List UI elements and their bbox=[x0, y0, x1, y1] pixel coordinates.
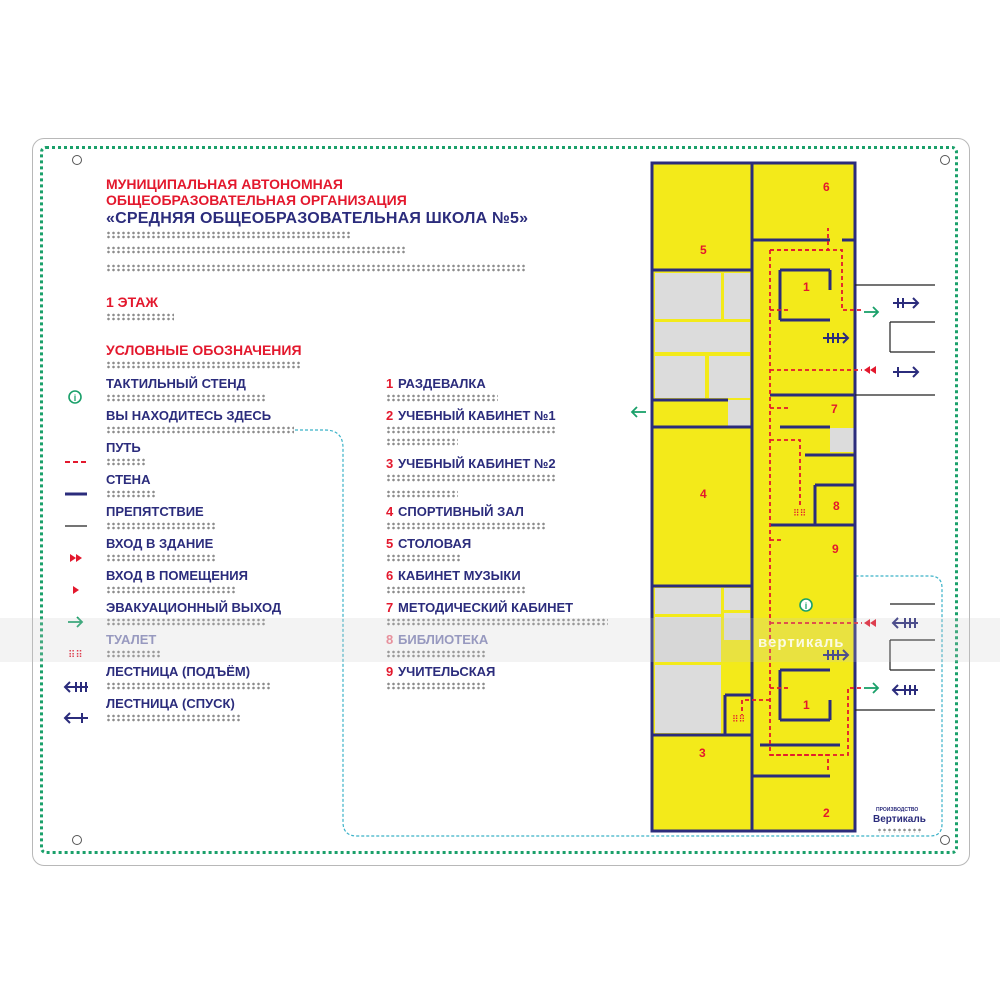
legend-label: СТЕНА bbox=[106, 472, 151, 487]
watermark-text: вертикаль bbox=[758, 634, 845, 651]
room-name: СТОЛОВАЯ bbox=[398, 536, 472, 551]
svg-text:⠿⠿: ⠿⠿ bbox=[68, 650, 83, 661]
svg-text:i: i bbox=[804, 601, 808, 611]
room-number: 5 bbox=[386, 536, 394, 551]
room-number: 6 bbox=[386, 568, 394, 583]
legend-label: ВХОД В ПОМЕЩЕНИЯ bbox=[106, 568, 248, 583]
plan-room-number: 7 bbox=[831, 402, 838, 416]
building-entrance-icon bbox=[864, 366, 876, 627]
svg-text:⠿⠿: ⠿⠿ bbox=[732, 714, 746, 724]
legend-label: ПРЕПЯТСТВИЕ bbox=[106, 504, 204, 519]
room-number: 9 bbox=[386, 664, 394, 679]
plan-room-number: 1 bbox=[803, 280, 810, 294]
braille-text bbox=[877, 828, 923, 833]
legend-title: УСЛОВНЫЕ ОБОЗНАЧЕНИЯ bbox=[106, 342, 302, 358]
legend-label: ТУАЛЕТ bbox=[106, 632, 157, 647]
plan-room-number: 3 bbox=[699, 746, 706, 760]
room-name: БИБЛИОТЕКА bbox=[398, 632, 489, 647]
legend-label: ПУТЬ bbox=[106, 440, 141, 455]
school-name: «СРЕДНЯЯ ОБЩЕОБРАЗОВАТЕЛЬНАЯ ШКОЛА №5» bbox=[106, 210, 529, 227]
room-number: 4 bbox=[386, 504, 394, 519]
room-number: 7 bbox=[386, 600, 394, 615]
legend-label: ЛЕСТНИЦА (СПУСК) bbox=[106, 696, 235, 711]
legend-label: ВЫ НАХОДИТЕСЬ ЗДЕСЬ bbox=[106, 408, 272, 423]
room-number: 1 bbox=[386, 376, 394, 391]
org-line-2: ОБЩЕОБРАЗОВАТЕЛЬНАЯ ОРГАНИЗАЦИЯ bbox=[106, 192, 407, 208]
legend-label: ЭВАКУАЦИОННЫЙ ВЫХОД bbox=[106, 600, 282, 615]
plan-room-number: 8 bbox=[833, 499, 840, 513]
floor-title: 1 ЭТАЖ bbox=[106, 294, 159, 310]
info-icon bbox=[800, 599, 812, 611]
svg-text:⠿⠿: ⠿⠿ bbox=[793, 508, 807, 518]
room-name: МЕТОДИЧЕСКИЙ КАБИНЕТ bbox=[398, 600, 574, 615]
legend-label: ТАКТИЛЬНЫЙ СТЕНД bbox=[106, 376, 246, 391]
room-name: КАБИНЕТ МУЗЫКИ bbox=[398, 568, 521, 583]
room-number: 8 bbox=[386, 632, 394, 647]
legend-label: ЛЕСТНИЦА (ПОДЪЁМ) bbox=[106, 664, 251, 679]
legend-label: ВХОД В ЗДАНИЕ bbox=[106, 536, 214, 551]
room-name: УЧИТЕЛЬСКАЯ bbox=[398, 664, 496, 679]
org-line-1: МУНИЦИПАЛЬНАЯ АВТОНОМНАЯ bbox=[106, 176, 343, 192]
plan-room-number: 5 bbox=[700, 243, 707, 257]
room-name: УЧЕБНЫЙ КАБИНЕТ №1 bbox=[398, 408, 556, 423]
watermark-band bbox=[0, 618, 1000, 662]
room-number: 2 bbox=[386, 408, 394, 423]
plan-room-number: 9 bbox=[832, 542, 839, 556]
brand-logo: Вертикаль bbox=[873, 814, 926, 825]
room-name: СПОРТИВНЫЙ ЗАЛ bbox=[398, 504, 524, 519]
brand-small: ПРОИЗВОДСТВО bbox=[876, 807, 919, 813]
svg-text:i: i bbox=[73, 393, 77, 403]
room-name: УЧЕБНЫЙ КАБИНЕТ №2 bbox=[398, 456, 556, 471]
room-number: 3 bbox=[386, 456, 394, 471]
room-name: РАЗДЕВАЛКА bbox=[398, 376, 486, 391]
plan-room-number: 2 bbox=[823, 806, 830, 820]
plan-room-number: 4 bbox=[700, 487, 707, 501]
plan-room-number: 1 bbox=[803, 698, 810, 712]
plan-room-number: 6 bbox=[823, 180, 830, 194]
